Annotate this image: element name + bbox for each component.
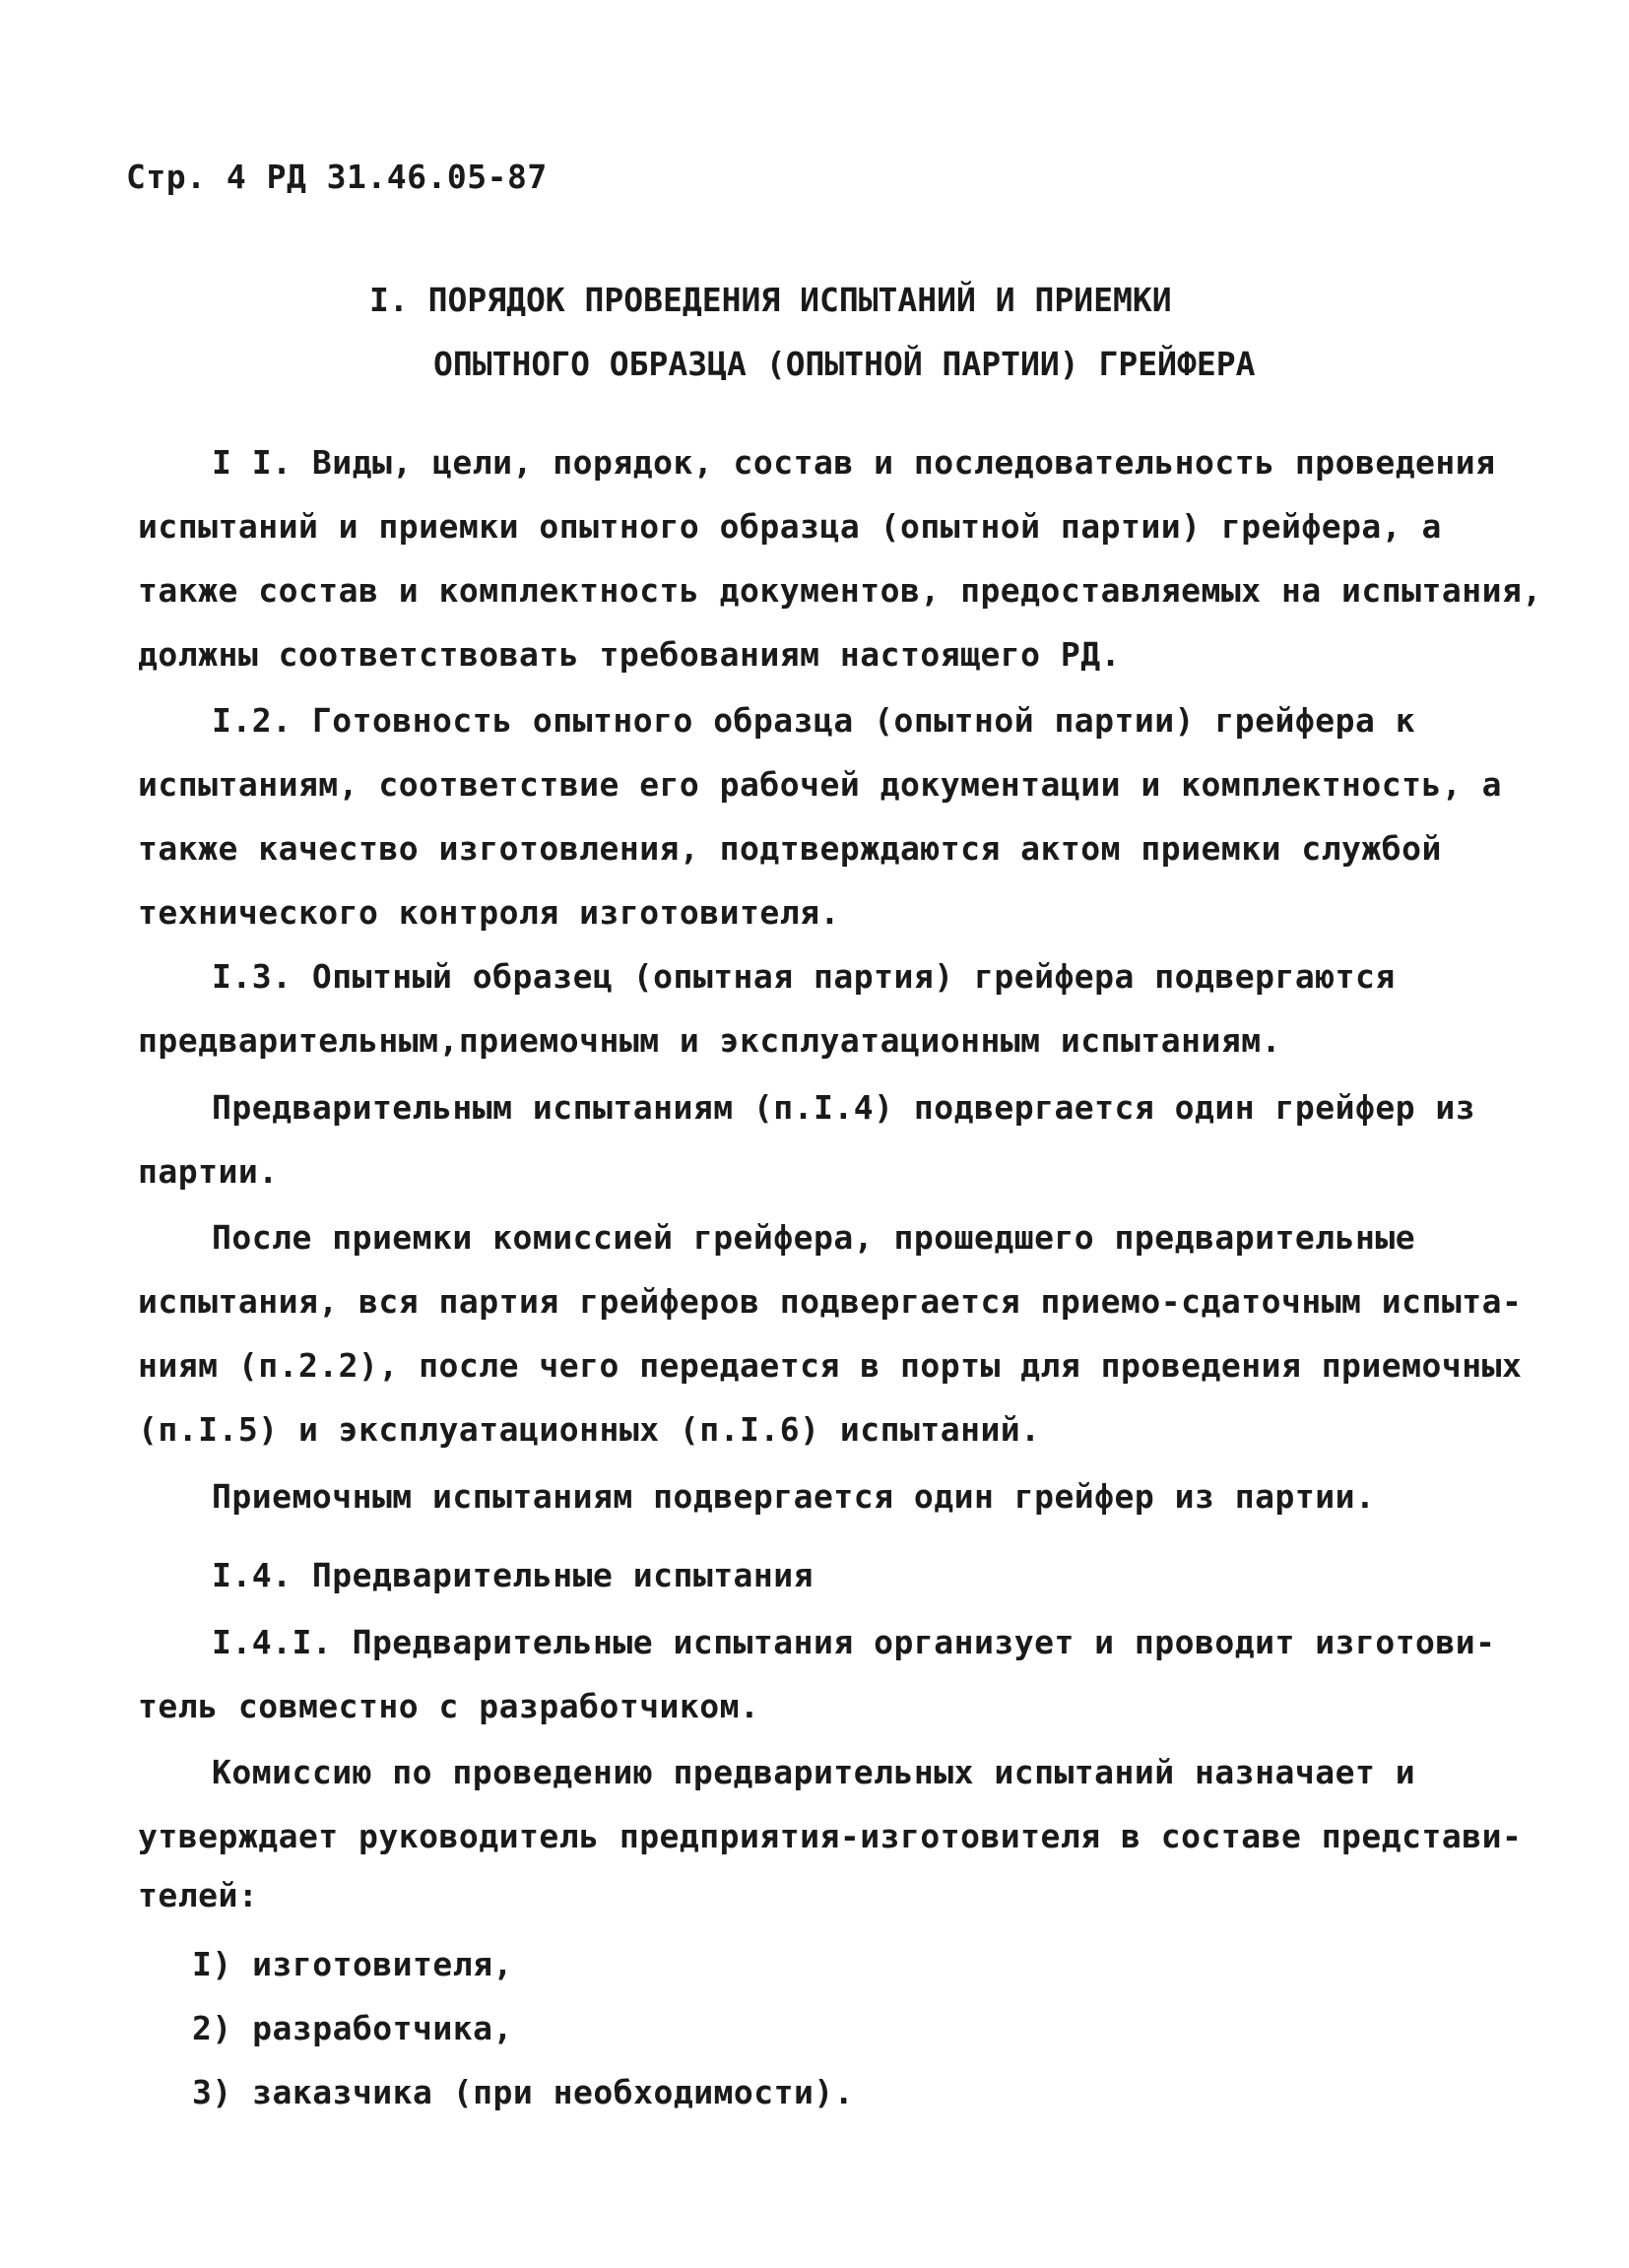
paragraph-line: Комиссию по проведению предварительных испытаний назначает и bbox=[212, 1753, 1416, 1791]
paragraph-line: I.3. Опытный образец (опытная партия) грейфера подвергаются bbox=[212, 957, 1396, 996]
paragraph-line: Приемочным испытаниям подвергается один грейфер из партии. bbox=[212, 1477, 1376, 1516]
list-item: 3) заказчика (при необходимости). bbox=[192, 2073, 855, 2111]
paragraph-line: также состав и комплектность документов, предоставляемых на испытания, bbox=[138, 571, 1542, 610]
section-title-line-2: ОПЫТНОГО ОБРАЗЦА (ОПЫТНОЙ ПАРТИИ) ГРЕЙФЕРА bbox=[433, 345, 1256, 383]
paragraph-line: технического контроля изготовителя. bbox=[138, 893, 840, 932]
paragraph-line: предварительным,приемочным и эксплуатационным испытаниям. bbox=[138, 1021, 1281, 1060]
paragraph-line: испытаниям, соответствие его рабочей документации и комплектность, а bbox=[138, 765, 1503, 804]
paragraph-line: Предварительным испытаниям (п.I.4) подвергается один грейфер из bbox=[212, 1088, 1476, 1127]
paragraph-line: утверждает руководитель предприятия-изготовителя в составе представи- bbox=[138, 1817, 1523, 1855]
paragraph-line: должны соответствовать требованиям настоящего РД. bbox=[138, 635, 1122, 674]
paragraph-line: испытания, вся партия грейферов подвергается приемо-сдаточным испыта- bbox=[138, 1282, 1523, 1321]
paragraph-line: тель совместно с разработчиком. bbox=[138, 1687, 760, 1725]
paragraph-line: I I. Виды, цели, порядок, состав и последовательность проведения bbox=[212, 443, 1496, 482]
subsection-heading: I.4. Предварительные испытания bbox=[212, 1556, 814, 1594]
paragraph-line: испытаний и приемки опытного образца (опытной партии) грейфера, а bbox=[138, 507, 1442, 546]
section-title-line-1: I. ПОРЯДОК ПРОВЕДЕНИЯ ИСПЫТАНИЙ И ПРИЕМКИ bbox=[369, 281, 1172, 319]
paragraph-line: ниям (п.2.2), после чего передается в порты для проведения приемочных bbox=[138, 1346, 1523, 1385]
paragraph-line: партии. bbox=[138, 1152, 279, 1191]
paragraph-line: I.4.I. Предварительные испытания организует и проводит изготови- bbox=[212, 1623, 1496, 1661]
paragraph-line: (п.I.5) и эксплуатационных (п.I.6) испытаний. bbox=[138, 1410, 1041, 1449]
paragraph-line: I.2. Готовность опытного образца (опытной партии) грейфера к bbox=[212, 701, 1416, 740]
paragraph-line: телей: bbox=[138, 1876, 259, 1914]
list-item: I) изготовителя, bbox=[192, 1945, 513, 1983]
page-reference: Стр. 4 РД 31.46.05-87 bbox=[126, 158, 548, 196]
list-item: 2) разработчика, bbox=[192, 2009, 513, 2047]
paragraph-line: После приемки комиссией грейфера, прошедшего предварительные bbox=[212, 1218, 1416, 1257]
paragraph-line: также качество изготовления, подтверждаются актом приемки службой bbox=[138, 829, 1442, 868]
